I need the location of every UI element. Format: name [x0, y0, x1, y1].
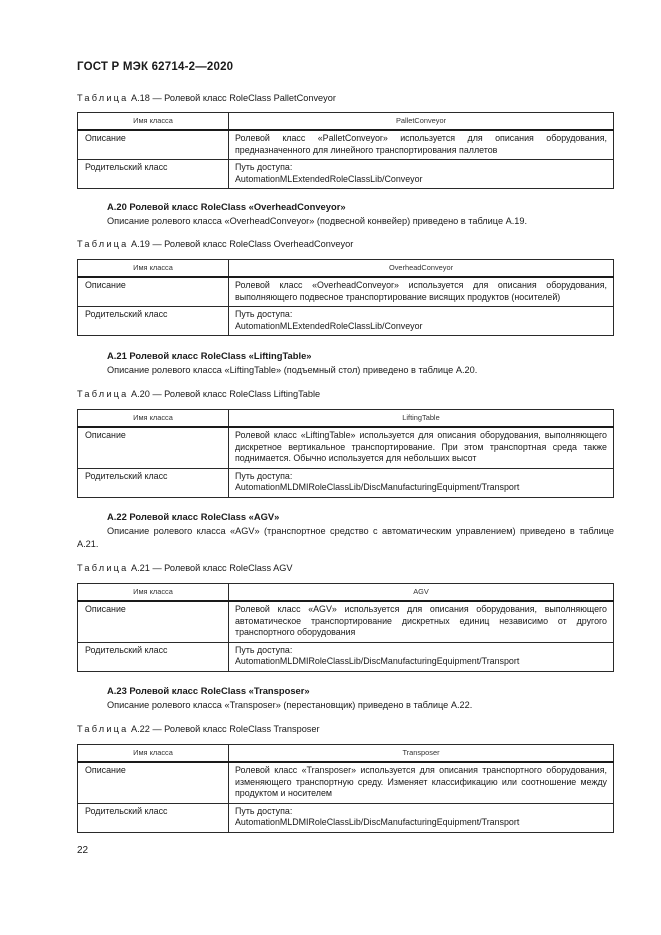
row-label-parent: Родительский класс [78, 642, 229, 671]
section-paragraph: Описание ролевого класса «LiftingTable» (подъемный стол) приведено в таблице А.20. [107, 365, 478, 375]
table-caption [77, 93, 336, 103]
row-label-parent: Родительский класс [78, 160, 229, 189]
row-label-description: Описание [78, 762, 229, 803]
access-path-value: AutomationMLDMIRoleClassLib/DiscManufacturingEquipment/Transport [235, 817, 520, 827]
section-heading: А.21 Ролевой класс RoleClass «LiftingTable» [107, 350, 312, 361]
parent-class-cell [229, 803, 614, 832]
parent-class-cell [229, 642, 614, 671]
table-row [78, 762, 614, 803]
row-label-parent: Родительский класс [78, 468, 229, 497]
table-row [78, 130, 614, 160]
col-header-class-name: Имя класса [78, 113, 229, 131]
table-row [78, 601, 614, 642]
table-row [78, 642, 614, 671]
row-label-parent: Родительский класс [78, 307, 229, 336]
access-path-label: Путь доступа: [235, 644, 293, 655]
description-cell: Ролевой класс «PalletConveyor» используется для описания оборудования, предназначенного для линейного транспортирования паллетов [229, 130, 614, 160]
table-caption [77, 239, 353, 249]
role-class-table [77, 259, 614, 336]
table-word: Таблица [77, 239, 129, 249]
col-header-class-value: Transposer [229, 745, 614, 763]
table-row [78, 427, 614, 468]
description-cell: Ролевой класс «AGV» используется для описания оборудования, выполняющего автоматическое транспортирование дискретных единиц независимо от другого транспортного оборудования [229, 601, 614, 642]
col-header-class-name: Имя класса [78, 745, 229, 763]
access-path-value: AutomationMLDMIRoleClassLib/DiscManufacturingEquipment/Transport [235, 656, 520, 666]
role-class-table [77, 409, 614, 498]
table-word: Таблица [77, 389, 129, 399]
section-heading: А.22 Ролевой класс RoleClass «AGV» [107, 511, 280, 522]
table-row [78, 277, 614, 307]
col-header-class-value: AGV [229, 584, 614, 602]
section-paragraph: Описание ролевого класса «AGV» (транспортное средство с автоматическим управлением) приведено в таблице А.21. [77, 526, 614, 549]
section-heading: А.23 Ролевой класс RoleClass «Transposer» [107, 685, 310, 696]
table-caption [77, 389, 320, 399]
description-cell: Ролевой класс «OverheadConveyor» используется для описания оборудования, выполняющего подвесное транспортирование висящих продуктов (носителей) [229, 277, 614, 307]
access-path-label: Путь доступа: [235, 309, 293, 319]
access-path-value: AutomationMLExtendedRoleClassLib/Conveyor [235, 173, 423, 184]
row-label-description: Описание [78, 130, 229, 160]
table-caption-text: А.21 — Ролевой класс RoleClass AGV [128, 563, 293, 573]
access-path-label: Путь доступа: [235, 805, 293, 816]
col-header-class-value: OverheadConveyor [229, 260, 614, 278]
description-cell: Ролевой класс «LiftingTable» используется для описания оборудования, выполняющего дискретное вертикальное транспортирование. При этом транспортная среда также поднимается. Обычно используется для небольших высот [229, 427, 614, 468]
section-paragraph: Описание ролевого класса «OverheadConveyor» (подвесной конвейер) приведено в таблице А.19. [107, 216, 528, 226]
description-cell: Ролевой класс «Transposer» используется для описания транспортного оборудования, изменяющего транспортную среду. Изменяет классификацию или соотношение между продуктом и носителем [229, 762, 614, 803]
parent-class-cell [229, 468, 614, 497]
page-number: 22 [77, 845, 89, 856]
table-row [78, 803, 614, 832]
access-path-label: Путь доступа: [235, 470, 293, 481]
table-word: Таблица [77, 563, 129, 573]
access-path-label: Путь доступа: [235, 162, 293, 172]
row-label-description: Описание [78, 277, 229, 307]
table-caption-text: А.20 — Ролевой класс RoleClass LiftingTable [128, 389, 321, 399]
table-word: Таблица [77, 724, 129, 734]
col-header-class-name: Имя класса [78, 410, 229, 428]
parent-class-cell [229, 160, 614, 189]
access-path-value: AutomationMLDMIRoleClassLib/DiscManufacturingEquipment/Transport [235, 482, 520, 492]
role-class-table [77, 112, 614, 189]
section-paragraph: Описание ролевого класса «Transposer» (перестановщик) приведено в таблице А.22. [107, 700, 473, 710]
col-header-class-name: Имя класса [78, 584, 229, 602]
parent-class-cell [229, 307, 614, 336]
col-header-class-name: Имя класса [78, 260, 229, 278]
document-header: ГОСТ Р МЭК 62714-2—2020 [77, 61, 234, 73]
table-caption-text: А.18 — Ролевой класс RoleClass PalletConveyor [128, 93, 336, 103]
table-caption-text: А.19 — Ролевой класс RoleClass OverheadConveyor [128, 239, 354, 249]
table-caption [77, 563, 293, 573]
row-label-description: Описание [78, 427, 229, 468]
role-class-table [77, 744, 614, 833]
row-label-description: Описание [78, 601, 229, 642]
table-caption-text: А.22 — Ролевой класс RoleClass Transposer [128, 724, 320, 734]
row-label-parent: Родительский класс [78, 803, 229, 832]
col-header-class-value: PalletConveyor [229, 113, 614, 131]
role-class-table [77, 583, 614, 672]
table-word: Таблица [77, 93, 129, 103]
section-heading: А.20 Ролевой класс RoleClass «OverheadConveyor» [107, 201, 346, 212]
col-header-class-value: LiftingTable [229, 410, 614, 428]
table-caption [77, 724, 320, 734]
access-path-value: AutomationMLExtendedRoleClassLib/Conveyor [235, 320, 423, 331]
table-row [78, 307, 614, 336]
table-row [78, 468, 614, 497]
table-row [78, 160, 614, 189]
